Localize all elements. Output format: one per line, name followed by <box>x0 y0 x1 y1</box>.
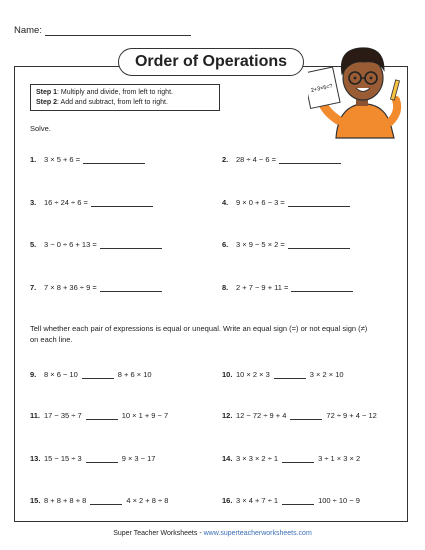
comparison-line[interactable] <box>90 496 122 505</box>
name-label: Name: <box>14 25 42 36</box>
problem-3: 3. 16 ÷ 24 ÷ 6 = <box>30 198 153 207</box>
comparison-line[interactable] <box>290 411 322 420</box>
answer-line[interactable] <box>100 240 162 249</box>
footer-brand: Super Teacher Worksheets <box>113 530 198 537</box>
problem-13: 13. 15 − 15 ÷ 3 9 × 3 − 17 <box>30 454 156 463</box>
problem-15: 15. 8 + 8 + 8 + 8 4 × 2 + 8 ÷ 8 <box>30 496 169 505</box>
comparison-line[interactable] <box>274 370 306 379</box>
problem-7: 7. 7 × 8 + 36 ÷ 9 = <box>30 283 162 292</box>
step-1: Step 1: Multiply and divide, from left to right. <box>36 89 173 96</box>
step-2: Step 2: Add and subtract, from left to right. <box>36 99 168 106</box>
footer-url-link[interactable]: www.superteacherworksheets.com <box>203 530 312 537</box>
comparison-line[interactable] <box>86 454 118 463</box>
answer-line[interactable] <box>288 240 350 249</box>
student-illustration <box>308 30 408 140</box>
answer-line[interactable] <box>83 155 145 164</box>
problem-11: 11. 17 − 35 ÷ 7 10 × 1 + 9 − 7 <box>30 411 169 420</box>
problem-2: 2. 28 ÷ 4 − 6 = <box>222 155 341 164</box>
comparison-line[interactable] <box>86 411 118 420</box>
answer-line[interactable] <box>288 198 350 207</box>
steps-box <box>30 84 220 111</box>
name-line[interactable] <box>45 26 191 36</box>
problem-14: 14. 3 × 3 × 2 ÷ 1 3 ÷ 1 × 3 × 2 <box>222 454 361 463</box>
problem-6: 6. 3 × 9 − 5 × 2 = <box>222 240 350 249</box>
problem-10: 10. 10 × 2 × 3 3 × 2 × 10 <box>222 370 344 379</box>
page-title: Order of Operations <box>118 48 304 76</box>
problem-16: 16. 3 × 4 + 7 ÷ 1 100 ÷ 10 − 9 <box>222 496 360 505</box>
problem-8: 8. 2 + 7 − 9 + 11 = <box>222 283 353 292</box>
problem-1: 1. 3 × 5 + 6 = <box>30 155 145 164</box>
comparison-line[interactable] <box>82 370 114 379</box>
instruction-solve: Solve. <box>30 124 51 133</box>
instruction-compare: Tell whether each pair of expressions is equal or unequal. Write an equal sign (=) or not equal sign (≠) on each line. <box>30 324 368 344</box>
footer: Super Teacher Worksheets - www.superteacherworksheets.com <box>113 530 312 537</box>
name-field[interactable] <box>14 25 191 36</box>
answer-line[interactable] <box>279 155 341 164</box>
answer-line[interactable] <box>100 283 162 292</box>
problem-4: 4. 9 × 0 + 6 − 3 = <box>222 198 350 207</box>
answer-line[interactable] <box>291 283 353 292</box>
paper-equation: 2+3×5=? <box>310 83 334 94</box>
comparison-line[interactable] <box>282 454 314 463</box>
answer-line[interactable] <box>91 198 153 207</box>
problem-5: 5. 3 − 0 ÷ 6 + 13 = <box>30 240 162 249</box>
comparison-line[interactable] <box>282 496 314 505</box>
problem-9: 9. 8 × 6 − 10 8 + 6 × 10 <box>30 370 152 379</box>
problem-12: 12. 12 − 72 ÷ 9 + 4 72 ÷ 9 + 4 − 12 <box>222 411 377 420</box>
